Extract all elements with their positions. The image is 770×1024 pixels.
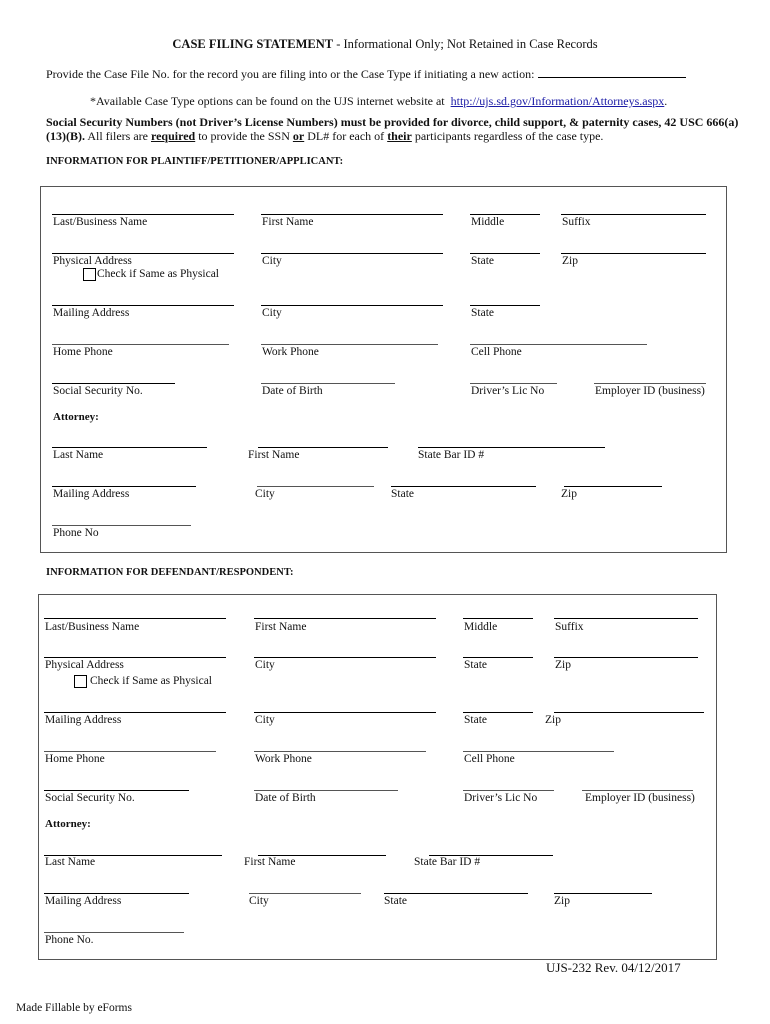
defendant-attorney-zip-field[interactable]: [554, 893, 652, 894]
plaintiff-mailing-state-field[interactable]: [470, 305, 540, 306]
plaintiff-same-as-physical-checkbox[interactable]: [83, 268, 96, 281]
plaintiff-city-label: City: [262, 255, 282, 267]
plaintiff-suffix-label: Suffix: [562, 216, 591, 228]
plaintiff-work-phone-field[interactable]: [261, 344, 438, 345]
ssn-requirement-note: Social Security Numbers (not Driver’s License Numbers) must be provided for divorce, child support, & paternity cases, 42 USC 666(a)(13)(B). All filers are required to provide the SSN or DL# for each of their participants regardless of the case type.: [46, 115, 739, 143]
defendant-attorney-phone-field[interactable]: [44, 932, 184, 933]
form-title: CASE FILING STATEMENT - Informational Only; Not Retained in Case Records: [172, 37, 598, 51]
defendant-home-phone-label: Home Phone: [45, 753, 105, 765]
defendant-employer-id-field[interactable]: [582, 790, 693, 791]
defendant-mailing-zip-field[interactable]: [554, 712, 704, 713]
defendant-same-as-physical-label: Check if Same as Physical: [90, 675, 213, 687]
defendant-middle-field[interactable]: [463, 618, 533, 619]
plaintiff-employer-id-label: Employer ID (business): [595, 385, 705, 397]
defendant-zip-label: Zip: [555, 659, 571, 671]
plaintiff-first-name-label: First Name: [262, 216, 314, 228]
defendant-dl-label: Driver’s Lic No: [464, 792, 538, 804]
plaintiff-employer-id-field[interactable]: [594, 383, 706, 384]
plaintiff-mailing-address-field[interactable]: [52, 305, 234, 306]
plaintiff-home-phone-field[interactable]: [52, 344, 229, 345]
plaintiff-work-phone-label: Work Phone: [262, 346, 319, 358]
defendant-state-field[interactable]: [463, 657, 533, 658]
plaintiff-physical-address-label: Physical Address: [53, 255, 132, 267]
plaintiff-cell-phone-field[interactable]: [470, 344, 647, 345]
defendant-dl-field[interactable]: [463, 790, 554, 791]
defendant-heading: INFORMATION FOR DEFENDANT/RESPONDENT:: [46, 567, 294, 578]
plaintiff-same-as-physical-label: Check if Same as Physical: [97, 268, 220, 280]
defendant-state-label: State: [464, 659, 487, 671]
plaintiff-zip-label: Zip: [562, 255, 578, 267]
defendant-physical-address-label: Physical Address: [45, 659, 124, 671]
defendant-work-phone-label: Work Phone: [255, 753, 312, 765]
plaintiff-last-name-field[interactable]: [52, 214, 234, 215]
case-file-prompt: Provide the Case File No. for the record you are filing into or the Case Type if initiating a new action:: [46, 66, 686, 82]
plaintiff-attorney-bar-id-label: State Bar ID #: [418, 449, 485, 461]
plaintiff-attorney-first-name-field[interactable]: [258, 447, 388, 448]
plaintiff-cell-phone-label: Cell Phone: [471, 346, 522, 358]
plaintiff-attorney-city-label: City: [255, 488, 275, 500]
defendant-attorney-bar-id-label: State Bar ID #: [414, 856, 481, 868]
defendant-dob-label: Date of Birth: [255, 792, 316, 804]
plaintiff-dob-label: Date of Birth: [262, 385, 323, 397]
defendant-city-field[interactable]: [254, 657, 436, 658]
defendant-home-phone-field[interactable]: [44, 751, 216, 752]
plaintiff-dl-label: Driver’s Lic No: [471, 385, 545, 397]
defendant-mailing-address-field[interactable]: [44, 712, 226, 713]
plaintiff-attorney-last-name-label: Last Name: [53, 449, 104, 461]
plaintiff-first-name-field[interactable]: [261, 214, 443, 215]
plaintiff-mailing-city-field[interactable]: [261, 305, 443, 306]
ujs-attorneys-link[interactable]: http://ujs.sd.gov/Information/Attorneys.aspx: [450, 94, 665, 108]
defendant-zip-field[interactable]: [554, 657, 698, 658]
case-file-number-field[interactable]: [538, 66, 686, 78]
plaintiff-middle-label: Middle: [471, 216, 505, 228]
defendant-mailing-city-field[interactable]: [254, 712, 436, 713]
defendant-attorney-mailing-field[interactable]: [44, 893, 189, 894]
defendant-city-label: City: [255, 659, 275, 671]
plaintiff-attorney-bar-id-field[interactable]: [418, 447, 605, 448]
plaintiff-middle-field[interactable]: [470, 214, 540, 215]
plaintiff-attorney-first-name-label: First Name: [248, 449, 300, 461]
plaintiff-mailing-city-label: City: [262, 307, 282, 319]
defendant-attorney-zip-label: Zip: [554, 895, 570, 907]
defendant-cell-phone-label: Cell Phone: [464, 753, 515, 765]
defendant-last-name-label: Last/Business Name: [45, 621, 140, 633]
plaintiff-attorney-last-name-field[interactable]: [52, 447, 207, 448]
plaintiff-attorney-state-field[interactable]: [391, 486, 536, 487]
defendant-attorney-city-label: City: [249, 895, 269, 907]
plaintiff-physical-address-field[interactable]: [52, 253, 234, 254]
plaintiff-dob-field[interactable]: [261, 383, 395, 384]
plaintiff-mailing-address-label: Mailing Address: [53, 307, 130, 319]
plaintiff-attorney-mailing-field[interactable]: [52, 486, 196, 487]
defendant-attorney-state-label: State: [384, 895, 407, 907]
plaintiff-zip-field[interactable]: [561, 253, 706, 254]
plaintiff-state-field[interactable]: [470, 253, 540, 254]
defendant-section: [38, 594, 717, 960]
plaintiff-attorney-state-label: State: [391, 488, 414, 500]
defendant-ssn-label: Social Security No.: [45, 792, 135, 804]
defendant-first-name-label: First Name: [255, 621, 307, 633]
plaintiff-attorney-city-field[interactable]: [257, 486, 374, 487]
form-revision: UJS-232 Rev. 04/12/2017: [546, 960, 681, 975]
plaintiff-state-label: State: [471, 255, 494, 267]
plaintiff-attorney-zip-field[interactable]: [564, 486, 662, 487]
defendant-mailing-zip-label: Zip: [545, 714, 561, 726]
defendant-work-phone-field[interactable]: [254, 751, 426, 752]
defendant-ssn-field[interactable]: [44, 790, 189, 791]
plaintiff-last-name-label: Last/Business Name: [53, 216, 148, 228]
defendant-middle-label: Middle: [464, 621, 498, 633]
defendant-attorney-city-field[interactable]: [249, 893, 361, 894]
defendant-dob-field[interactable]: [254, 790, 398, 791]
defendant-suffix-field[interactable]: [554, 618, 698, 619]
plaintiff-ssn-label: Social Security No.: [53, 385, 143, 397]
defendant-attorney-heading: Attorney:: [45, 818, 91, 830]
defendant-suffix-label: Suffix: [555, 621, 584, 633]
plaintiff-mailing-state-label: State: [471, 307, 494, 319]
plaintiff-attorney-heading: Attorney:: [53, 411, 99, 423]
case-type-note: *Available Case Type options can be found on the UJS internet website at http://ujs.sd.gov/Information/Attorneys.aspx.: [90, 94, 668, 108]
defendant-mailing-city-label: City: [255, 714, 275, 726]
plaintiff-city-field[interactable]: [261, 253, 443, 254]
plaintiff-attorney-mailing-label: Mailing Address: [53, 488, 130, 500]
defendant-first-name-field[interactable]: [254, 618, 436, 619]
defendant-same-as-physical-checkbox[interactable]: [74, 675, 87, 688]
plaintiff-suffix-field[interactable]: [561, 214, 706, 215]
plaintiff-home-phone-label: Home Phone: [53, 346, 113, 358]
defendant-attorney-mailing-label: Mailing Address: [45, 895, 122, 907]
plaintiff-attorney-zip-label: Zip: [561, 488, 577, 500]
defendant-attorney-first-name-label: First Name: [244, 856, 296, 868]
defendant-mailing-state-label: State: [464, 714, 487, 726]
defendant-mailing-state-field[interactable]: [463, 712, 533, 713]
defendant-last-name-field[interactable]: [44, 618, 226, 619]
plaintiff-ssn-field[interactable]: [52, 383, 175, 384]
defendant-physical-address-field[interactable]: [44, 657, 226, 658]
plaintiff-attorney-phone-label: Phone No: [53, 527, 99, 539]
made-fillable-note: Made Fillable by eForms: [16, 1002, 132, 1014]
defendant-attorney-phone-label: Phone No.: [45, 934, 94, 946]
plaintiff-section: [40, 186, 727, 553]
plaintiff-attorney-phone-field[interactable]: [52, 525, 191, 526]
defendant-mailing-address-label: Mailing Address: [45, 714, 122, 726]
plaintiff-dl-field[interactable]: [470, 383, 557, 384]
defendant-cell-phone-field[interactable]: [463, 751, 614, 752]
plaintiff-heading: INFORMATION FOR PLAINTIFF/PETITIONER/APPLICANT:: [46, 156, 344, 167]
defendant-attorney-state-field[interactable]: [384, 893, 528, 894]
defendant-attorney-last-name-label: Last Name: [45, 856, 96, 868]
defendant-employer-id-label: Employer ID (business): [585, 792, 695, 804]
